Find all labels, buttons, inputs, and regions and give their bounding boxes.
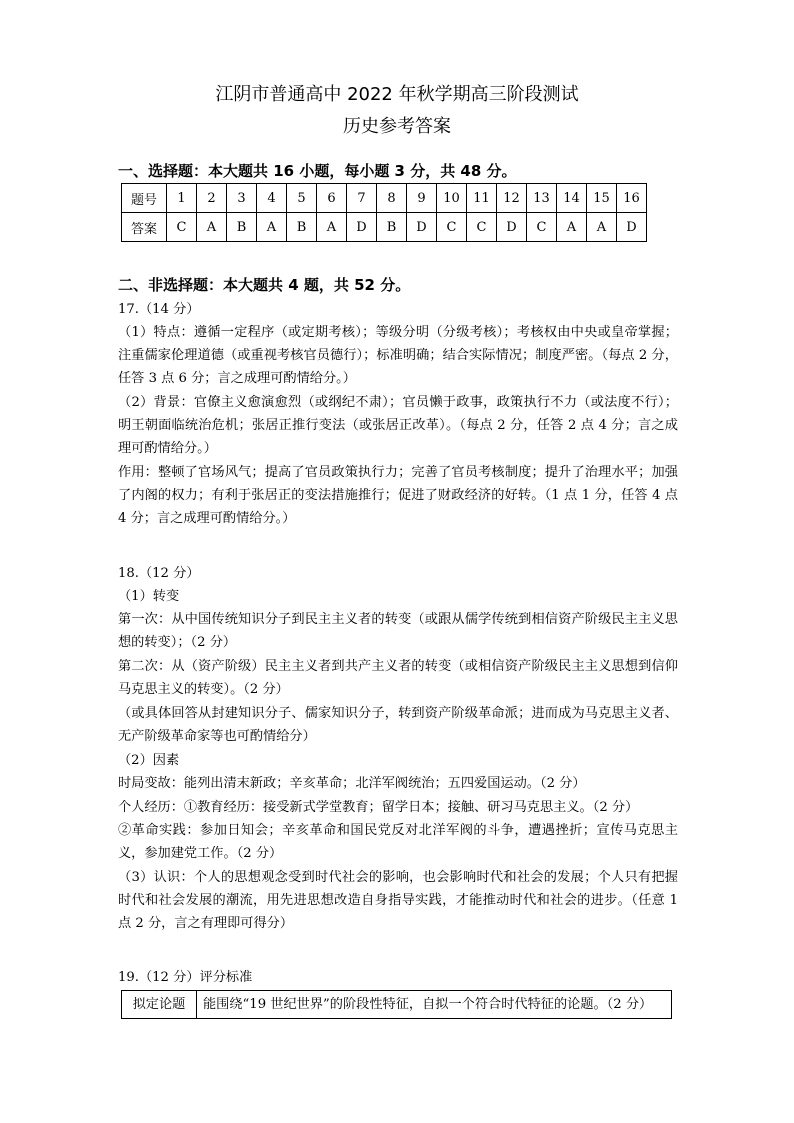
q18-part1-heading: （1）转变 — [118, 589, 180, 604]
answer-cell: B — [377, 213, 407, 242]
q19-title: 19.（12 分）评分标准 — [118, 970, 253, 985]
q18-times: 时局变故：能列出清末新政；辛亥革命；北洋军阀统治；五四爱国运动。（2 分） — [118, 776, 586, 791]
row-label-answer: 答案 — [122, 213, 167, 242]
section-heading-essay: 二、非选择题：本大题共 4 题，共 52 分。 — [118, 276, 411, 294]
table-row — [122, 213, 647, 242]
question-number: 9 — [407, 184, 437, 213]
table-row — [122, 991, 672, 1019]
answer-cell: D — [347, 213, 377, 242]
answer-cell: A — [557, 213, 587, 242]
answer-cell: C — [167, 213, 197, 242]
answer-cell: A — [587, 213, 617, 242]
question-number: 16 — [617, 184, 647, 213]
q18-practice: ②革命实践：参加日知会；辛亥革命和国民党反对北洋军阀的斗争，遭遇挫折；宣传马克思主义，参加建党工作。（2 分） — [118, 823, 678, 862]
q18-second-change: 第二次：从（资产阶级）民主主义者到共产主义者的转变（或相信资产阶级民主主义思想到信仰马克思主义的转变）。（2 分） — [118, 659, 678, 698]
question-number: 14 — [557, 184, 587, 213]
criteria-table — [121, 990, 672, 1019]
question-number: 5 — [287, 184, 317, 213]
q17-part2-background: （2）背景：官僚主义愈演愈烈（或纲纪不肃）；官员懒于政事，政策执行不力（或法度不行）；明王朝面临统治危机；张居正推行变法（或张居正改革）。（每点 2 分，任答 2 点 4 分；言之成理可酌情给分。） — [118, 395, 678, 457]
q17-part2-effect: 作用：整顿了官场风气；提高了官员政策执行力；完善了官员考核制度；提升了治理水平；加强了内阁的权力；有利于张居正的变法措施推行；促进了财政经济的好转。（1 点 1 分，任答 4 点 4 分；言之成理可酌情给分。） — [118, 465, 678, 527]
q18-title: 18.（12 分） — [118, 566, 200, 581]
q18-part2-heading: （2）因素 — [118, 753, 180, 768]
q18-education: 个人经历：①教育经历：接受新式学堂教育；留学日本；接触、研习马克思主义。（2 分） — [118, 800, 639, 815]
answer-cell: C — [527, 213, 557, 242]
q18-first-change: 第一次：从中国传统知识分子到民主主义者的转变（或跟从儒学传统到相信资产阶级民主主义思想的转变）；（2 分） — [118, 612, 678, 651]
answer-cell: D — [617, 213, 647, 242]
page-title: 江阴市普通高中 2022 年秋学期高三阶段测试 — [215, 84, 579, 105]
criteria-label: 拟定论题 — [122, 991, 197, 1019]
question-number: 2 — [197, 184, 227, 213]
answer-cell: A — [197, 213, 227, 242]
criteria-content: 能围绕“19 世纪世界”的阶段性特征，自拟一个符合时代特征的论题。（2 分） — [197, 991, 672, 1019]
answer-cell: D — [497, 213, 527, 242]
question-number: 6 — [317, 184, 347, 213]
answer-cell: B — [227, 213, 257, 242]
answer-cell: D — [407, 213, 437, 242]
question-number: 13 — [527, 184, 557, 213]
question-number: 1 — [167, 184, 197, 213]
question-number: 7 — [347, 184, 377, 213]
question-number: 4 — [257, 184, 287, 213]
question-number: 8 — [377, 184, 407, 213]
page-subtitle: 历史参考答案 — [343, 116, 451, 137]
q17-part1: （1）特点：遵循一定程序（或定期考核）；等级分明（分级考核）；考核权由中央或皇帝掌握；注重儒家伦理道德（或重视考核官员德行）；标准明确；结合实际情况；制度严密。（每点 2 分，任答 3 点 6 分；言之成理可酌情给分。） — [118, 325, 678, 387]
section-heading-choice: 一、选择题：本大题共 16 小题，每小题 3 分，共 48 分。 — [118, 162, 517, 180]
answer-cell: C — [467, 213, 497, 242]
question-number: 11 — [467, 184, 497, 213]
question-number: 3 — [227, 184, 257, 213]
answer-table — [121, 183, 647, 242]
table-row — [122, 184, 647, 213]
question-number: 12 — [497, 184, 527, 213]
q18-part3: （3）认识：个人的思想观念受到时代社会的影响，也会影响时代和社会的发展；个人只有把握时代和社会发展的潮流，用先进思想改造自身指导实践，才能推动时代和社会的进步。（任意 1 点 2 分，言之有理即可得分） — [118, 870, 678, 932]
q18-alternative-note: （或具体回答从封建知识分子、儒家知识分子，转到资产阶级革命派；进而成为马克思主义者、无产阶级革命家等也可酌情给分） — [118, 706, 678, 745]
answer-cell: A — [257, 213, 287, 242]
answer-cell: C — [437, 213, 467, 242]
answer-cell: B — [287, 213, 317, 242]
q17-title: 17.（14 分） — [118, 302, 200, 317]
question-number: 10 — [437, 184, 467, 213]
answer-cell: A — [317, 213, 347, 242]
row-label-number: 题号 — [122, 184, 167, 213]
question-number: 15 — [587, 184, 617, 213]
